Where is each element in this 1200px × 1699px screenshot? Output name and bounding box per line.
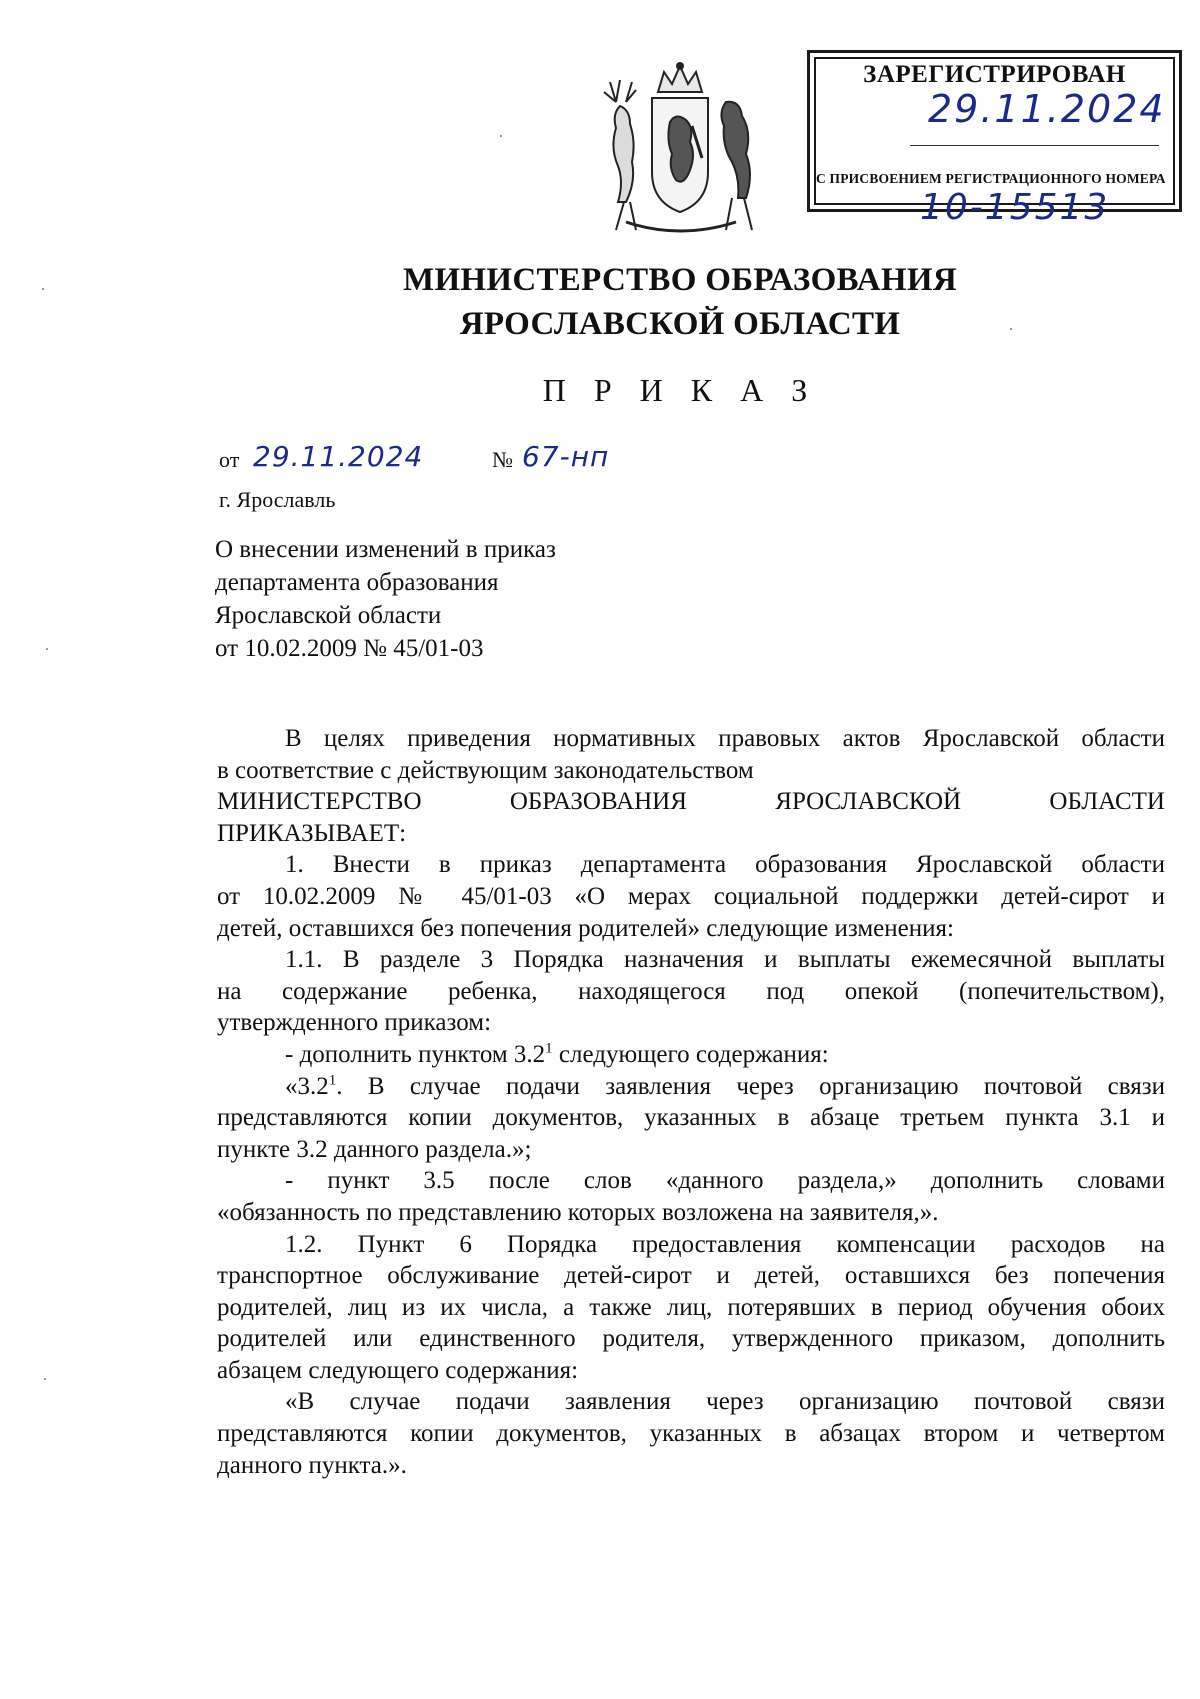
subject-line: от 10.02.2009 № 45/01-03	[215, 635, 484, 662]
body-line: на содержание ребенка, находящегося под опекой (попечительством),	[217, 977, 1165, 1005]
body-line: данного пункта.».	[217, 1451, 407, 1479]
body-line: - пункт 3.5 после слов «данного раздела,» дополнить словами	[285, 1167, 1165, 1195]
body-line: пункте 3.2 данного раздела.»;	[217, 1135, 532, 1163]
body-line: в соответствие с действующим законодательством	[217, 756, 754, 784]
body-line: представляются копии документов, указанных в абзаце третьем пункта 3.1 и	[217, 1104, 1165, 1132]
order-city: г. Ярославль	[219, 487, 336, 512]
scan-speck	[44, 1378, 46, 1380]
ministry-line-2: ЯРОСЛАВСКОЙ ОБЛАСТИ	[459, 306, 901, 342]
body-line: МИНИСТЕРСТВО ОБРАЗОВАНИЯ ЯРОСЛАВСКОЙ ОБЛАСТИ	[217, 788, 1165, 816]
stamp-handwritten-date: 29.11.2024	[928, 87, 1166, 131]
body-line: транспортное обслуживание детей-сирот и детей, оставшихся без попечения	[217, 1262, 1165, 1290]
order-number-label: №	[492, 447, 513, 472]
coat-of-arms-emblem	[596, 62, 764, 240]
body-text: - дополнить пунктом 3.2	[285, 1040, 546, 1068]
superscript: 1	[328, 1072, 337, 1089]
stamp-handwritten-reg-number: 10-15513	[920, 187, 1110, 228]
subject-line: О внесении изменений в приказ	[215, 536, 556, 563]
stamp-divider	[910, 145, 1159, 146]
body-line: представляются копии документов, указанных в абзацах втором и четвертом	[217, 1420, 1165, 1448]
order-handwritten-date: 29.11.2024	[253, 440, 424, 473]
body-line: детей, оставшихся без попечения родителей» следующие изменения:	[217, 914, 954, 942]
stamp-title: ЗАРЕГИСТРИРОВАН	[863, 61, 1126, 88]
scan-speck	[1010, 328, 1012, 330]
stamp-subtitle: С ПРИСВОЕНИЕМ РЕГИСТРАЦИОННОГО НОМЕРА	[816, 171, 1166, 186]
body-line	[217, 1039, 1165, 1071]
body-line: 1. Внести в приказ департамента образования Ярославской области	[285, 851, 1165, 879]
registration-stamp	[807, 50, 1182, 228]
body-text: «3.2	[285, 1072, 329, 1100]
subject-line: Ярославской области	[215, 602, 442, 629]
subject-line: департамента образования	[215, 569, 499, 596]
body-line: В целях приведения нормативных правовых актов Ярославской области	[285, 725, 1165, 752]
scan-speck	[42, 288, 44, 290]
body-line: утвержденного приказом:	[217, 1009, 492, 1037]
order-handwritten-number: 67-нп	[522, 440, 610, 473]
body-text: . В случае подачи заявления через организацию почтовой связи	[336, 1072, 1165, 1100]
scan-speck	[500, 135, 502, 137]
body-line: абзацем следующего содержания:	[217, 1356, 579, 1384]
superscript: 1	[545, 1040, 553, 1057]
order-date-label: от	[219, 447, 240, 472]
body-line: «обязанность по представлению которых возложена на заявителя,».	[217, 1198, 939, 1226]
body-line: от 10.02.2009 № 45/01-03 «О мерах социальной поддержки детей-сирот и	[217, 882, 1165, 910]
scan-speck	[46, 648, 48, 650]
body-line: родителей, лиц из их числа, а также лиц, потерявших в период обучения обоих	[217, 1293, 1165, 1321]
body-line: родителей или единственного родителя, утвержденного приказом, дополнить	[217, 1325, 1165, 1353]
ministry-line-1: МИНИСТЕРСТВО ОБРАЗОВАНИЯ	[403, 262, 957, 298]
body-line: 1.1. В разделе 3 Порядка назначения и выплаты ежемесячной выплаты	[285, 946, 1165, 974]
ministry-heading	[0, 258, 1200, 346]
body-line: 1.2. Пункт 6 Порядка предоставления компенсации расходов на	[285, 1230, 1165, 1258]
document-type-title: П Р И К А З	[542, 372, 818, 408]
body-line: «В случае подачи заявления через организацию почтовой связи	[285, 1388, 1165, 1416]
order-body	[217, 723, 1165, 1481]
body-text: следующего содержания:	[552, 1040, 829, 1068]
body-line	[217, 1071, 1165, 1103]
body-line: ПРИКАЗЫВАЕТ:	[217, 819, 407, 847]
order-subject	[215, 533, 556, 665]
